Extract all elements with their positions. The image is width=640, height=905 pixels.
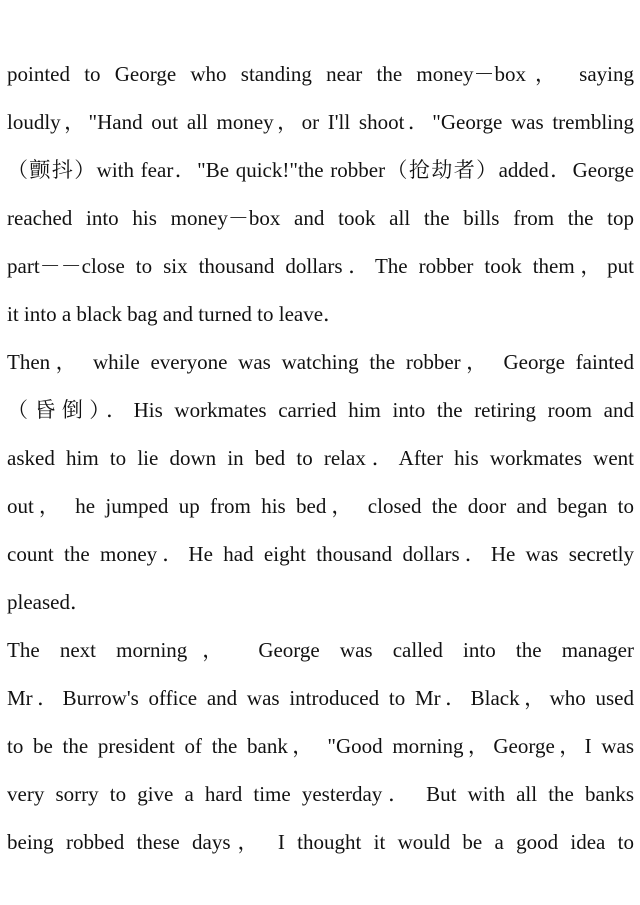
text-line: pleased． [7,590,91,614]
text-line: being robbed these days， I thought it would be a good idea to [7,830,634,854]
text-line: it into a black bag and turned to leave． [7,302,345,326]
text-line: asked him to lie down in bed to relax．After his workmates went [7,446,634,470]
text-line: pointed to George who standing near the money－box， saying [7,62,634,86]
text-line: out， he jumped up from his bed， closed the door and began to [7,494,634,518]
text-line: count the money．He had eight thousand dollars．He was secretly [7,542,634,566]
text-line: Then， while everyone was watching the robber， George fainted [7,350,634,374]
text-line: loudly，"Hand out all money，or I'll shoot．"George was trembling [7,110,634,134]
text-line: Mr．Burrow's office and was introduced to Mr．Black，who used [7,686,634,710]
text-line: very sorry to give a hard time yesterday． But with all the banks [7,782,634,806]
text-line: （昏倒）．His workmates carried him into the retiring room and [7,398,634,422]
text-line: part－－close to six thousand dollars．The robber took them，put [7,254,634,278]
text-line: to be the president of the bank， "Good morning，George，I was [7,734,634,758]
text-line: （颤抖）with fear．"Be quick!"the robber（抢劫者）added．George [7,158,634,182]
text-line: reached into his money－box and took all the bills from the top [7,206,634,230]
text-line: The next morning， George was called into the manager [7,638,634,662]
